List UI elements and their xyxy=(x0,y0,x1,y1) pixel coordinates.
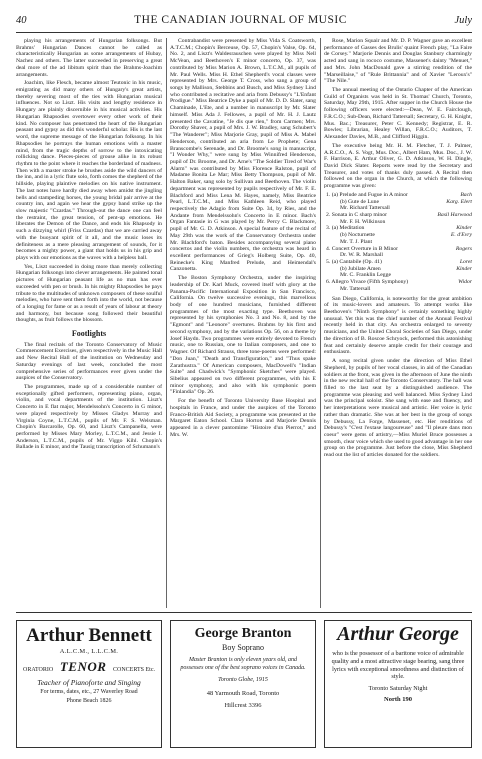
programme-item-label: (b) Gute de Lune xyxy=(340,198,380,205)
advert-phone: Hillcrest 3396 xyxy=(224,701,262,709)
programme-item xyxy=(326,266,472,273)
journal-title: THE CANADIAN JOURNAL OF MUSIC xyxy=(134,14,347,26)
paragraph: Contrabandist were presented by Miss Vida S. Coatsworth, A.T.C.M.; Chopin's Berceuse, Op. 57, Chopin's Valse, Op. 64, No. 2, and Liszt's Waldesrauschen were played by Miss Nell McVean, and Beethoven's E minor concerto, Op. 37, was contributed by Miss Marion A. Brown, L.T.C.M., all pupils of Mr. Paul Wells. Miss H. Ethel Shepherd's vocal classes were represented by Mrs. George T. Cross, who sang a group of songs by Mallison, Stebbins and Busch, and Miss Sydney Lind who contributed a recitative and aria from Debussy's "L'Enfant Prodigue." Miss Beatrice Dyke a pupil of Mr. D. D. Slater, sang Chaminade, L'Ete, and a number in manuscript by Mr. Slater himself. Miss Ada J. Fellowes, a pupil of Mr. H. J. Lautz presented the Cavatine, "Je dis que rien," from Carmen; Mrs. Dorothy Shaver, a pupil of Mrs. J. W. Bradley, sang Schubert's "The Wanderer"; Miss Marjorie Gray, pupil of Miss A. Mabel Henderson, contributed an aria from Le Prophete; Gena Branscombe's Serenade, and Dr. Broome's song in manuscript, "I Wonder Why," were sung by Miss Winnifred Henderson, pupil of Dr. Broome, and Dr. Arne's "The Soldier Tired of War's Alarm" was contributed by Miss Florence Ralston, pupil of Madame Bonita Le Mar; Miss Betty Thompson, pupil of Mr. Halton Baker, sang solo by Sullivan and Beethoven. The violin department was represented by pupils respectively of Mr. F. E. Blachford and Miss Lena M. Hayes, namely, Miss Beatrice Pearl, L.T.C.M., and Miss Kathleen Reid, who played respectively the Adagio from Suite Op. 34, by Ries, and the Andante from Mendelssohn's Concerto in E minor. Bach's Organ Fantasie in G was played by Mr. Percy C. Blackmore, pupil of Mr. G. D. Atkinson. A special feature of the recital of May 29th was the work of the Conservatory Orchestra under Mr. Blachford's baton. Besides accompanying several piano concertos and the violin numbers, the orchestra was heard in excellent performances of Grieg's Holberg Suite, Op. 40, Reinecke's King Manfred Prelude, and Heimendal's Canzonetta. xyxy=(170,38,316,273)
paragraph: The programmes, made up of a considerable number of exceptionally gifted performers, representing piano, organ, violin, and vocal departments of the institution. Liszt's Concerto in E flat major, Mendelssohn's Concerto in G minor, were played respectively by Misses Gladys Murray and Virginia Coyne, L.T.C.M., pupils of Mr. F. S. Welsman. Chopin's Barcarolle, Op. 60, and Liszt's Campanella, were performed by Misses Mary Morley, L.T.C.M., and Jessie I. Anderson, L.T.C.M., pupils of Mr. Viggo Kihl. Chopin's Ballade in E minor, and the Tausig transcription of Schumann's xyxy=(16,383,162,451)
programme-item-composer: Loret xyxy=(459,259,472,265)
advert-arthur-bennett xyxy=(16,620,162,748)
programme-item-label: 1. (a) Prelude and Fugue in A minor xyxy=(326,191,408,198)
column-right xyxy=(324,38,472,461)
column-divider xyxy=(320,38,321,608)
advert-subtitle: Boy Soprano xyxy=(222,643,264,652)
advert-tagline: Teacher of Pianoforte and Singing xyxy=(37,678,141,687)
programme-item-composer: E. d'Evry xyxy=(450,232,472,239)
programme-item xyxy=(326,246,472,253)
programme-item xyxy=(326,232,472,239)
programme-item-label: 6. Allegro Vivace (Fifth Symphony) xyxy=(326,279,409,286)
programme-item-label: Mr. F. H. Wilkinson xyxy=(340,218,386,225)
column-left xyxy=(16,38,162,453)
programme-item xyxy=(326,212,472,219)
advert-name: George Branton xyxy=(194,626,292,641)
programme-item-label: (b) Nocturnette xyxy=(340,232,375,239)
programme-item-composer: Rogers xyxy=(455,245,472,252)
role-oratorio: ORATORIO xyxy=(23,667,54,673)
advert-phone: Phone Beach 1826 xyxy=(66,698,112,705)
programme-item-label: Mr. Richard Tattersall xyxy=(340,205,390,212)
programme-item-label: Mr. C. Franklin Legge xyxy=(340,272,392,279)
programme-item-label: 4. Concert Overture in B Minor xyxy=(326,245,399,252)
programme-item xyxy=(326,286,472,293)
paragraph: Rose, Marion Squair and Mr. D. P. Wagner gave an excellent performance of Gasses des Brulis' quaint French play, "La Faire de Corsey." Marjorie Dennis and Douglas Stanbury charmingly acted and sang in rococo costume, Massenet's dainty "Menuet," and Mrs. John MacDonald gave a stirring rendition of the "Marseillaise," of "Rule Brittannia" and of Xavier "Leroux's" "The Nile." xyxy=(324,38,472,85)
advert-body: who is the possessor of a baritone voice of admirable quality and a most attractive stage bearing, sang three lyrics with exceptional smoothness and distinction of style. xyxy=(331,650,465,681)
advert-quote: Toronto Saturday Night xyxy=(368,685,428,692)
programme-item-composer: Basil Harwood xyxy=(437,211,472,218)
page-number: 40 xyxy=(16,14,27,26)
paragraph: Joachim, like Flesch, became almost Teutonic in his music, emigrating as did many others of Hungary's great artists, thereby severing most of the ties with Hungarian musical influences. Not so Liszt. His visits and lengthy residence in Hungary are plainly discernible in his musical activities. His Hungarian Rhapsodies overtower every other work of their kind. No composer has penetrated the heart of the Hungarian peasant and gypsy as did this wonderful scholar. His is the last word, the supreme message of the Hungarian folksong. In his Rhapsodies he portrays the human emotions with a master mind, from the tragic depths of sorrow to the intoxicating rollicking dance. Pieces-pieces of grouse alike in its robust rhythm to the point where it reaches the borderland of madness. Then with a master stroke he brushes aside the wild dancers of the inn, and in a lyric flute solo, forth comes the shepherd of the hillside, playing plaintive melodies on his native instrument. The last notes have hardly died away when amidst the jingling bells and stampeding horses, the young bridal pair arrive at the country inn, and again we hear the gypsy band strike up the slow majestic "Czardas." Through-out the dance one can feel the restraint, the great tension, of pent-up emotions. He liberates the Demon of the Dance, and ends his Rhapsody in such a dizzying whirl (Friss Czardas) that we are carried away with the buoyant spirit of it all, and the music loses its definiteness as a mere pleasing arrangement of sounds, for it becomes a mighty power, a giant that holds us in his grip and plays with our emotions as the waves with a helpless ball. xyxy=(16,80,162,261)
section-heading-footlights: Footlights xyxy=(71,329,107,339)
programme-item-composer: Bach xyxy=(460,191,472,198)
programme-item xyxy=(326,252,472,259)
advert-phone: North 190 xyxy=(384,695,412,703)
issue-month: July xyxy=(454,14,472,26)
column-middle xyxy=(170,38,316,440)
paragraph: The final recitals of the Toronto Conservatory of Music Commencement Exercises, given respectively in the Music Hall and New Recital Hall of the institution on Wednesday and Saturday evenings of last week, concluded the most comprehensive series of performances ever given under the auspices of the Conservatory. xyxy=(16,341,162,382)
paragraph: The annual meeting of the Ontario Chapter of the American Guild of Organists was held in St. Thomas' Church, Toronto, Saturday, May 29th, 1915. After supper in the Church House the following officers were elected:—Dean, W. E. Fairclough, F.R.C.O.; Sub-Dean, Richard Tattersall; Secretary, G. H. Knight, Mus. Bac.; Treasurer, Peter C. Kennedy; Registrar, E. R. Bowles; Librarian, Healey Willan, F.R.C.O.; Auditors, T. Alexander Davies, M.B., and Clifford Higgin. xyxy=(324,87,472,141)
journal-page xyxy=(16,10,472,750)
paragraph: playing his arrangements of Hungarian folksongs. But Brahms' Hungarian Dances cannot be called as characteristically Hungarian as some arrangements of Hubay, Nachez and others. The latter succeeded in preserving a great deal more of the ad libitum spirit than the Brahms-Joachim arrangements. xyxy=(16,38,162,78)
paragraph: The Boston Symphony Orchestra, under the inspiring leadership of Dr. Karl Muck, covered itself with glory at the Panama-Pacific International Exposition in San Francisco, California. On twelve successive evenings, this marvellous body of one hundred musicians, furnished different programmes of the most exacting type. Beethoven was represented by his symphonies No. 3 and No. 8, and by the "Egmont" and "Leonore" overtures. Brahms by his first and second symphony, and by the variations Op. 56, on a theme by Josef Haydn. Two programmes were entirely devoted to French music, one to Russian, one to Italian composers, and one to Wagner. Of Richard Strauss, three tone-poems were performed: "Don Juan," "Death and Transfiguration," and "Thus spake Zarathustra." Of American composers, MacDowell's "Indian Suite" and Chadwick's "Symphonic Sketches" were played. Sibelius appeared on two different programmes, with his E minor symphony, and also with his symphonic poem "Finlandia" Op. 26. xyxy=(170,275,316,396)
advert-body: Master Branton is only eleven years old, and possesses one of the best soprano voices in Canada. xyxy=(180,657,306,671)
programme-item-composer: Widor xyxy=(458,279,472,286)
advert-rule xyxy=(16,612,472,613)
advert-name: Arthur Bennett xyxy=(26,625,152,646)
programme-item-label: 5. (a) Cantabile (Op. 41) xyxy=(326,259,382,265)
role-concerts: CONCERTS Etc. xyxy=(113,667,155,673)
programme-item-label: Dr. W. R. Marshall xyxy=(340,252,383,259)
advert-roles xyxy=(17,659,161,675)
advert-degrees: A.L.C.M., L.L.C.M. xyxy=(59,648,119,655)
programme-item xyxy=(326,199,472,206)
header-rule xyxy=(16,32,472,33)
column-divider xyxy=(166,38,167,608)
paragraph: San Diego, California, is noteworthy for the great ambition of its music-lovers and amateurs. To attempt works like Beethoven's "Ninth Symphony" is certainly something highly unusual. Yet this was the chief number of the Annual Festival recently held in that city. An orchestra enlarged to seventy musicians, and the United Choral Societies of San Diego, under the direction of B. Roscoe Schryock, performed this astonishing feat and certainly deserve ample credit for their courage and enthusiasm. xyxy=(324,295,472,356)
programme-item xyxy=(326,205,472,212)
page-header xyxy=(16,10,472,30)
paragraph: The executive being Mr. H. M. Fletcher, T. J. Palmer, A.R.C.O., A. S. Vogt, Mus. Doc., Albert Ham, Mus. Doc., J. W. F. Harrison, E. Arthur Oliver, G. D. Atkinson, W. H. Dingle, David Dick Slater. Reports were read by the Secretary and Treasurer, and votes of thanks duly passed. A Recital then followed on the organ in the Church, at which the following programme was given: xyxy=(324,142,472,190)
advert-george-branton xyxy=(170,620,316,748)
role-tenor: TENOR xyxy=(59,659,107,674)
programme-item-composer: Karg. Elert xyxy=(446,198,472,205)
programme-item xyxy=(326,259,472,266)
recital-programme xyxy=(326,192,472,293)
paragraph: Yes, Liszt succeeded in doing more than merely collecting Hungarian folksongs into clever arrangements. He painted tonal pictures of Hungarian peasant life as no man has ever succeeded with pen or brush. In his mighty Rhapsodies he pays tribute to the multitudes of unknown composers of these soulful melodies, who have sent them forth into the world, not because of a longing for fame or as a result of years of labour at theory and harmony, but because song followed their beautiful thoughts, as fruit follows the blossom. xyxy=(16,263,162,324)
advert-quote: Toronto Globe, 1915 xyxy=(218,677,268,683)
advert-arthur-george xyxy=(324,620,472,748)
programme-item-label: 3. (a) Meditation xyxy=(326,225,365,232)
programme-item-composer: Kinder xyxy=(456,225,472,232)
advert-address: 48 Yarmouth Road, Toronto xyxy=(206,689,280,697)
programme-item-label: (b) Jubilate Amen xyxy=(340,265,381,272)
programme-item xyxy=(326,192,472,199)
programme-item-label: Mr. Tattersall xyxy=(340,285,371,292)
programme-item-label: 2. Sonata in C sharp minor xyxy=(326,211,387,218)
programme-item-composer: Kinder xyxy=(456,265,472,272)
programme-item xyxy=(326,239,472,246)
advert-name: Arthur George xyxy=(337,623,459,645)
programme-item-label: Mr. T. J. Plant xyxy=(340,238,373,245)
advert-terms: For terms, dates, etc., 27 Waverley Road xyxy=(40,689,138,695)
paragraph: For the benefit of Toronto University Base Hospital and hospitals in France, and under the auspices of the Toronto Franco-British Aid Society, a programme was presented at the Margaret Eaton School. Clara Horton and Marjorie Dennis appeared in a clever pantomime "Histoire d'un Pierrot," and Mrs. W. xyxy=(170,398,316,438)
paragraph: A song recital given under the direction of Miss Ethel Shepherd, by pupils of her vocal classes, in aid of the Canadian soldiers at the front, was given in the afternoon of June the ninth in the new recital hall of the Toronto Conservatory. The hall was filled to the last seat by a distinguished audience. The programme was pleasing and well balanced. Miss Sydney Lind was the principal soloist. She sang with ease and fluency, and her interpretations were musical and artistic. Her voice is lyric rather than dramatic. She was at her best in the group of songs by Debussy, La Forge, Massenet, etc. Her renditions of Debussy's "C'est l'extase langoureuse" and "Il pleure dans mon coeur" were gems of artistry,—Miss Muriel Bruce possesses a smooth, clear voice which she used to good advantage in her one group on the programme. Just before the close, Miss Shepherd read out the list of articles donated for the soldiers. xyxy=(324,358,472,459)
programme-item xyxy=(326,279,472,286)
